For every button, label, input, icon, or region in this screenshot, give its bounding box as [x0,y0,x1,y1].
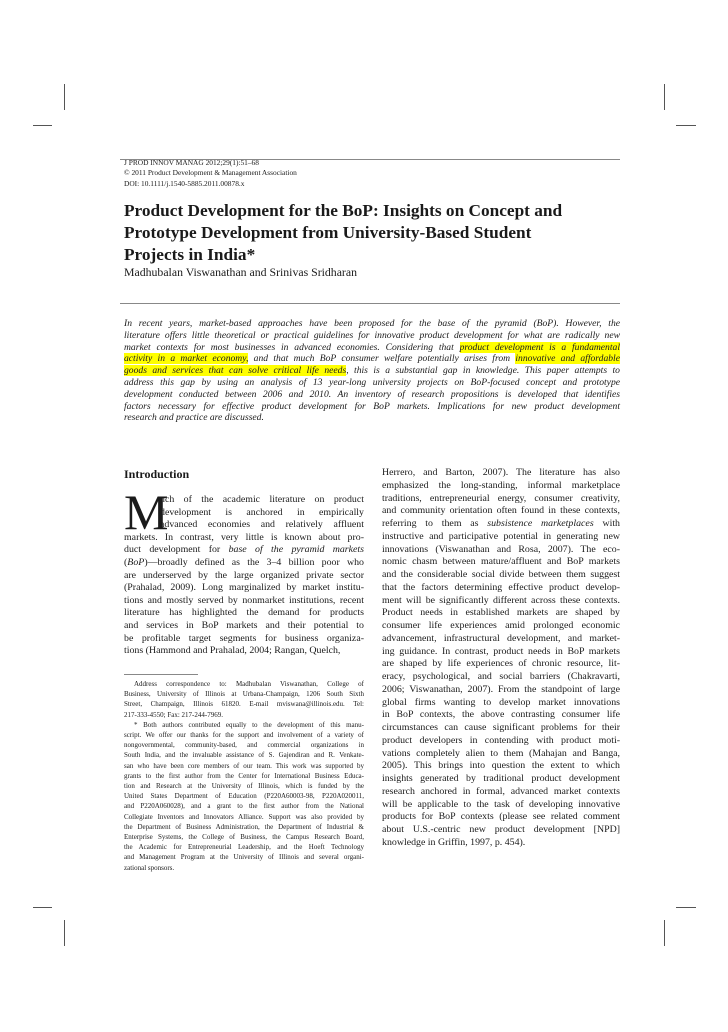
text-segment: 2006; Viswanathan, 2007). From the standpoint of large [382,683,620,695]
text-line [382,811,620,824]
text-segment: vations completely alien to them (Mahajan and Banga, [382,747,620,759]
text-segment: the Department of Business Administration, the Department of Industrial & [124,822,364,831]
text-segment: research anchored in formal, advanced market contexts [382,785,620,797]
text-line [124,595,364,608]
text-line [382,837,620,850]
text-line [124,842,364,852]
text-segment: products for BoP contexts (please see related comment [382,811,620,823]
text-segment: factors necessary for effective product development for BoP markets. Implications for new product development [124,400,620,412]
text-segment: advanced economies and relatively affluent [160,519,364,531]
copyright: © 2011 Product Development & Management Association [124,168,297,178]
text-line [382,620,620,633]
title-line: Product Development for the BoP: Insights on Concept and [124,201,563,220]
text-segment: and the considerable social divide between them suggest [382,569,620,580]
text-segment: and Management Program at the University of Illinois and several organi- [124,853,364,862]
text-line [382,748,620,761]
text-segment: referring to them as [382,518,488,529]
text-line [382,799,620,812]
text-segment: literature has highlighted the demand for products [124,607,364,619]
text-line [382,633,620,646]
text-segment: nomic chasm between mature/affluent and BoP markets [382,556,620,568]
text-line [382,824,620,837]
text-line [124,832,364,842]
text-line [382,569,620,582]
text-line [382,531,620,544]
text-segment: advancement, infrastructural development, and market- [382,632,620,644]
text-segment: Product needs in established markets are shaped by [382,607,620,619]
text-segment: In recent years, market-based approaches have been proposed for the base of the pyramid (BoP). However, the [124,318,620,329]
crop-mark [664,920,665,946]
text-segment: and community orientation often found in these contexts, [382,505,620,517]
crop-mark [64,920,65,946]
highlighted-text: innovative and affordable [515,353,620,365]
text-line [382,518,620,531]
text-line [382,671,620,684]
text-segment: circumstances can cause significant problems for their [382,722,620,733]
text-segment: uch of the academic literature on product [160,494,364,505]
text-segment: are underserved by the large organized private sector [124,569,364,581]
text-line [124,750,364,760]
text-line [124,582,364,595]
text-segment: and that much BoP consumer welfare potentially arises from [248,353,516,365]
text-segment: Enterprise Systems, the College of Business, the Campus Research Board, [124,833,364,842]
text-segment: eracy, psychological, and social barriers (Chakravarti, [382,671,620,682]
text-line [382,735,620,748]
text-segment: the Academic for Entrepreneurial Leadership, and the Hoeft Technology [124,843,364,852]
text-line [124,342,620,354]
authors: Madhubalan Viswanathan and Srinivas Sridharan [124,265,357,279]
body-column-left [124,484,364,658]
crop-mark [676,907,696,908]
journal-citation: J PROD INNOV MANAG 2012;29(1):51–68 [124,158,259,167]
text-line [124,557,364,570]
text-segment: ment will be significantly different across these contexts. [382,594,620,606]
text-segment: and P220A060028), and a grant to the first author from the National [124,802,364,811]
text-segment: Street, Champaign, Illinois 61820. E-mail mviswana@illinois.edu. Tel: [124,700,364,709]
text-line [124,318,620,330]
text-line [124,679,364,689]
drop-cap: M [124,484,169,540]
text-segment: United States Department of Education (P220A60003-98, P220A020011, [124,792,364,801]
text-line [382,646,620,659]
text-line [382,760,620,773]
text-segment: ing guidance. In contrast, product needs in BoP markets [382,645,620,657]
text-line [124,812,364,822]
text-line [124,645,364,658]
crop-mark [64,84,65,110]
text-line [124,863,364,873]
text-line [124,389,620,401]
text-line [124,689,364,699]
italic-text: subsistence marketplaces [487,518,594,529]
crop-mark [33,125,52,126]
text-line [124,570,364,583]
text-line [124,353,620,365]
body-column-right [382,467,620,850]
text-line [124,377,620,389]
journal-meta [124,158,297,189]
text-segment: will be applicable to the task of developing innovative [382,798,620,810]
text-line [124,710,364,720]
text-line [124,365,620,377]
text-segment: nongovernmental, community-based, and commercial organizations in [124,741,364,750]
text-segment: address this gap by using an analysis of 13 year-long university projects on BoP-focused concept and prototype [124,376,620,388]
title-rule [120,303,620,304]
text-segment: ( [124,556,128,568]
text-line [382,722,620,735]
text-segment: literature offers little theoretical or practical guidelines for innovative product development for what are radically new [124,329,620,341]
text-segment: zational sponsors. [124,863,175,872]
text-segment: knowledge in Griffin, 1997, p. 454). [382,836,526,848]
text-line [124,544,364,557]
text-line [124,791,364,801]
text-line [382,505,620,518]
text-segment: tions (Hammond and Prahalad, 2004; Rangan, Quelch, [124,645,341,657]
text-segment: be profitable target segments for business organiza- [124,632,364,644]
text-segment: )—broadly defined as the 3–4 billion poor who [144,556,364,568]
text-line [382,467,620,480]
italic-text: base of the pyramid markets [228,544,364,556]
text-segment: Address correspondence to: Madhubalan Viswanathan, College of [134,680,364,688]
text-segment: , this is a substantial gap in knowledge. This paper attempts to [346,365,620,377]
text-line [382,607,620,620]
text-line [124,730,364,740]
text-line [124,781,364,791]
text-segment: global firms wanting to develop market innovations [382,696,620,708]
text-segment: about U.S.-centric new product development [NPD] [382,824,620,835]
text-line [382,773,620,786]
title-line: Prototype Development from University-Based Student [124,223,532,242]
text-line [124,401,620,413]
text-segment: product developers in contending with product moti- [382,734,620,746]
text-line [382,595,620,608]
text-segment: development conducted between 2006 and 2010. An inventory of research propositions is developed that identifies [124,388,620,400]
text-line [124,720,364,730]
text-segment: emphasized the long-standing, informal marketplace [382,479,620,491]
text-line [124,412,620,424]
text-segment: markets. In contrast, very little is known about pro- [124,531,364,543]
text-line [382,658,620,671]
italic-text: BoP [127,556,145,568]
paper-title [124,200,624,266]
text-line [124,607,364,620]
text-segment: * Both authors contributed equally to the development of this manu- [134,720,364,729]
text-segment: Herrero, and Barton, 2007). The literature has also [382,467,620,478]
text-segment: consumer life experiences amid prolonged economic [382,620,620,631]
text-segment: tions and mostly served by nonmarket institutions, recent [124,594,364,606]
text-line [124,822,364,832]
text-segment: 2005). This brings into question the extent to which [382,760,620,772]
text-segment: script. We offer our thanks for the support and involvement of a variety of [124,731,364,740]
text-segment: duct development for [124,544,229,556]
text-segment: and services in BoP markets and their potential to [124,619,364,631]
highlighted-text: activity in a market economy, [124,353,249,365]
text-line [382,709,620,722]
text-line [124,801,364,811]
text-line [124,761,364,771]
text-segment: instructive and participative potential in generating new [382,530,620,542]
text-segment: traditions, entrepreneurial energy, consumer creativity, [382,492,620,504]
section-heading-introduction: Introduction [124,467,190,481]
text-line [124,330,620,342]
text-segment: san who have been core members of our team. This work was supported by [124,761,364,770]
text-segment: in BoP contexts, the above contrasting consumer life [382,709,620,721]
text-segment: insights generated by traditional product development [382,773,620,784]
text-line [382,544,620,557]
text-line [382,786,620,799]
text-line [382,556,620,569]
text-segment: tion and Research at the University of Illinois, which is funded by the [124,782,364,791]
text-segment: Business, University of Illinois at Urbana-Champaign, 1206 South Sixth [124,690,364,699]
text-segment: that the factors determining effective product develop- [382,581,620,593]
abstract [124,318,620,424]
crop-mark [33,907,52,908]
highlighted-text: goods and services that can solve critical life needs [124,365,347,377]
text-line [124,740,364,750]
footnote-rule [124,674,198,675]
text-line [124,620,364,633]
text-line [124,771,364,781]
text-line [124,633,364,646]
doi: DOI: 10.1111/j.1540-5885.2011.00878.x [124,178,245,188]
text-line [382,480,620,493]
text-segment: (Prahalad, 2009). Long marginalized by market institu- [124,582,364,594]
text-segment: development is anchored in empirically [160,506,364,518]
text-segment: Collegiate Inventors and Innovators Alliance. Support was also provided by [124,812,364,821]
text-segment: South India, and the invaluable assistance of S. Gajendiran and R. Venkate- [124,751,364,760]
text-segment: research and practice are discussed. [124,412,264,424]
title-line: Projects in India* [124,245,256,264]
text-line [382,582,620,595]
text-line [382,684,620,697]
text-segment: with [593,518,620,529]
text-segment: grants to the first author from the Center for International Business Educa- [124,771,364,780]
text-line [124,699,364,709]
text-segment: 217-333-4550; Fax: 217-244-7969. [124,710,223,719]
text-segment: are shaped by life experiences of chronic resource, lit- [382,658,620,670]
text-line [382,697,620,710]
footnotes [124,679,364,873]
crop-mark [664,84,665,110]
text-segment: innovations (Viswanathan and Rosa, 2007). The eco- [382,543,620,555]
text-line [382,493,620,506]
text-line [124,852,364,862]
highlighted-text: product development is a fundamental [459,341,620,353]
crop-mark [676,125,696,126]
text-segment: market contexts for most businesses in advanced economies. Considering that [124,341,460,353]
